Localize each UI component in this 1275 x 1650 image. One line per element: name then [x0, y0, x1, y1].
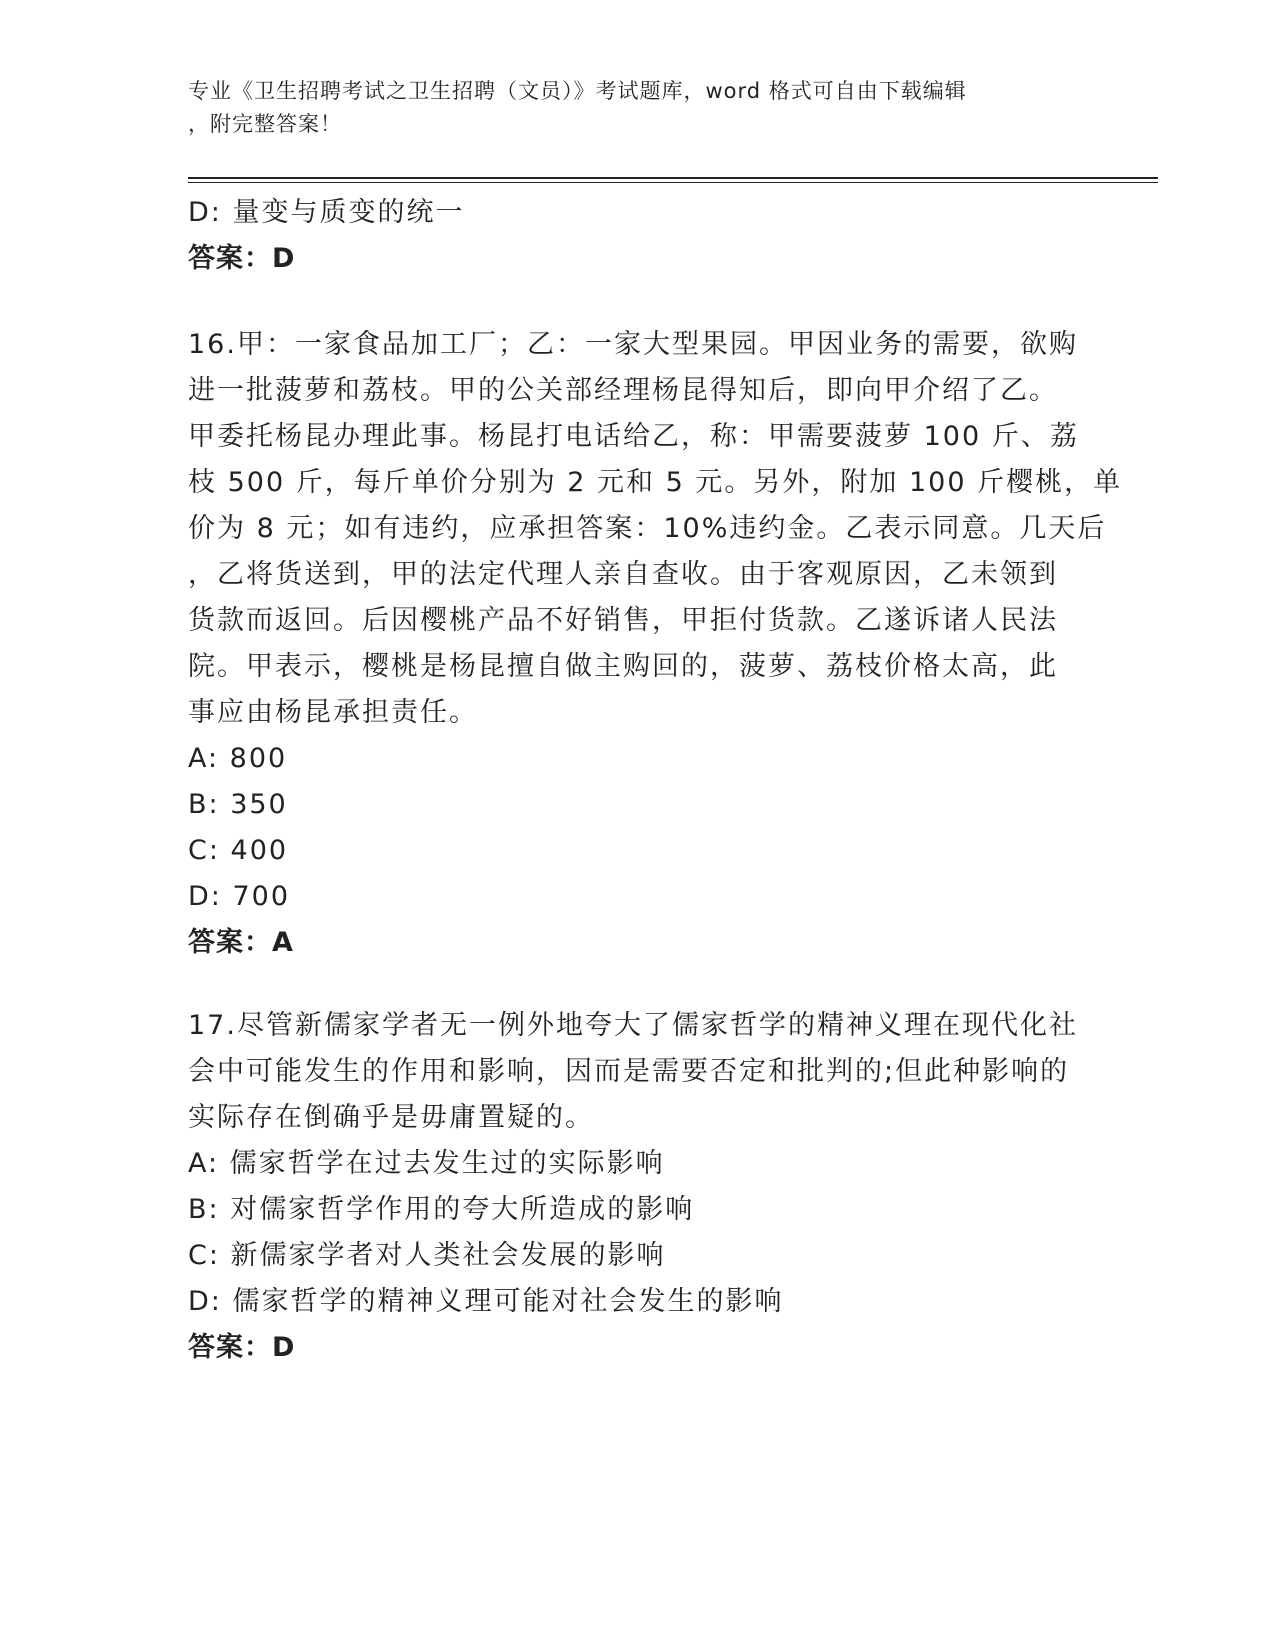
header-divider-thick: [188, 177, 1158, 179]
option-d: D: 700: [188, 881, 291, 912]
option-a: A: 800: [188, 743, 288, 774]
stem-line: 实际存在倒确乎是毋庸置疑的。: [188, 1102, 594, 1133]
option-c: C: 新儒家学者对人类社会发展的影响: [188, 1240, 666, 1271]
question-stem: [188, 322, 1123, 736]
answer-line: 答案：A: [188, 927, 294, 958]
option-d: D: 儒家哲学的精神义理可能对社会发生的影响: [188, 1286, 784, 1317]
answer-line: 答案：D: [188, 243, 296, 274]
stem-line: 进一批菠萝和荔枝。甲的公关部经理杨昆得知后，即向甲介绍了乙。: [188, 375, 1058, 406]
stem-line: 16.甲：一家食品加工厂；乙：一家大型果园。甲因业务的需要，欲购: [188, 329, 1078, 360]
document-header: [188, 75, 1058, 141]
question-16: [188, 322, 1123, 966]
stem-line: 院。甲表示，樱桃是杨昆擅自做主购回的，菠萝、荔枝价格太高，此: [188, 651, 1058, 682]
stem-line: 货款而返回。后因樱桃产品不好销售，甲拒付货款。乙遂诉诸人民法: [188, 605, 1058, 636]
header-line-1: 专业《卫生招聘考试之卫生招聘（文员）》考试题库，word 格式可自由下载编辑: [188, 79, 967, 103]
option-b: B: 350: [188, 789, 288, 820]
option-d: D: 量变与质变的统一: [188, 197, 465, 228]
question-stem: [188, 1003, 1088, 1141]
stem-line: ，乙将货送到，甲的法定代理人亲自查收。由于客观原因，乙未领到: [188, 559, 1058, 590]
header-divider-thin: [188, 182, 1158, 183]
stem-line: 甲委托杨昆办理此事。杨昆打电话给乙，称：甲需要菠萝 100 斤、荔: [188, 421, 1079, 452]
stem-line: 价为 8 元；如有违约，应承担答案：10%违约金。乙表示同意。几天后: [188, 513, 1107, 544]
stem-line: 枝 500 斤，每斤单价分别为 2 元和 5 元。另外，附加 100 斤樱桃，单: [188, 467, 1123, 498]
stem-line: 会中可能发生的作用和影响，因而是需要否定和批判的;但此种影响的: [188, 1056, 1070, 1087]
option-c: C: 400: [188, 835, 289, 866]
option-b: B: 对儒家哲学作用的夸大所造成的影响: [188, 1194, 695, 1225]
question-17: [188, 1003, 1088, 1371]
previous-question: [188, 190, 1088, 282]
answer-line: 答案：D: [188, 1332, 296, 1363]
stem-line: 17.尽管新儒家学者无一例外地夸大了儒家哲学的精神义理在现代化社: [188, 1010, 1078, 1041]
stem-line: 事应由杨昆承担责任。: [188, 697, 478, 728]
header-line-2: ，附完整答案！: [188, 112, 342, 136]
document-body: [188, 190, 1123, 1371]
option-a: A: 儒家哲学在过去发生过的实际影响: [188, 1148, 665, 1179]
